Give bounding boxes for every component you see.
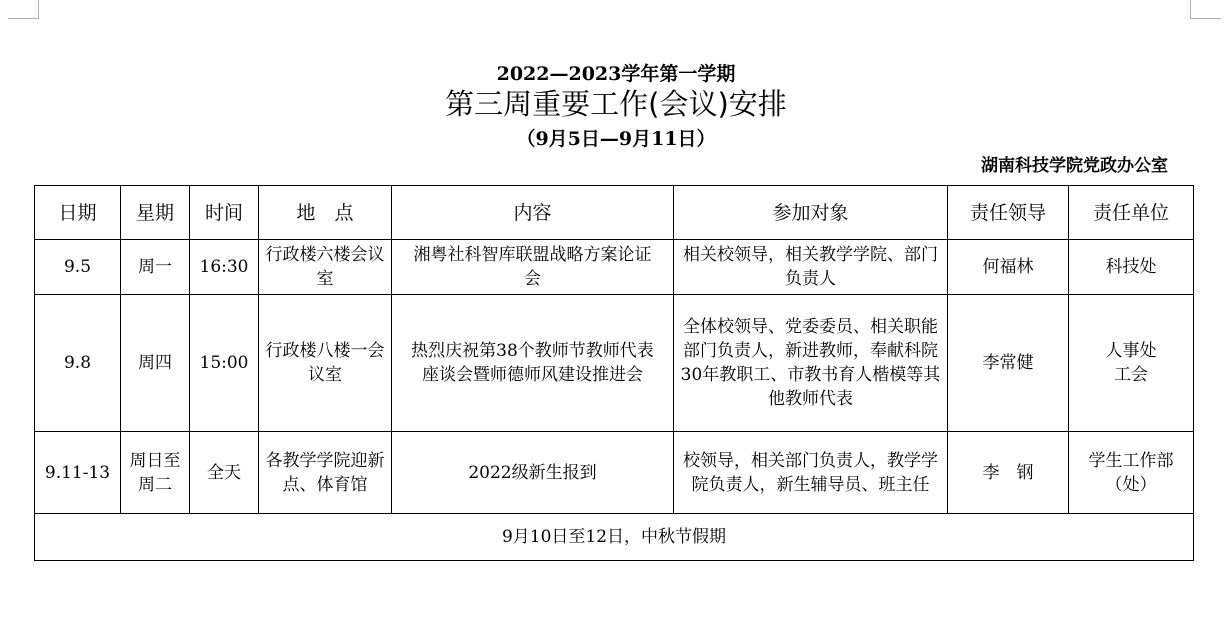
table-row — [35, 240, 1194, 295]
cell-unit: 学生工作部（处） — [1069, 432, 1194, 514]
cell-time: 16:30 — [190, 240, 259, 295]
table-header-row — [35, 186, 1194, 240]
cell-weekday: 周日至周二 — [121, 432, 190, 514]
cell-location: 行政楼八楼一会议室 — [259, 295, 392, 432]
cell-time: 全天 — [190, 432, 259, 514]
cell-date: 9.8 — [35, 295, 121, 432]
schedule-table — [34, 185, 1194, 561]
column-header-location: 地 点 — [259, 186, 392, 240]
cell-date: 9.11-13 — [35, 432, 121, 514]
cell-participants: 相关校领导，相关教学学院、部门负责人 — [674, 240, 948, 295]
cell-weekday: 周四 — [121, 295, 190, 432]
cell-participants: 校领导，相关部门负责人，教学学院负责人，新生辅导员、班主任 — [674, 432, 948, 514]
cell-unit: 人事处 工会 — [1069, 295, 1194, 432]
semester-title: 2022—2023学年第一学期 — [496, 63, 736, 85]
cell-content: 2022级新生报到 — [392, 432, 674, 514]
column-header-leader: 责任领导 — [948, 186, 1069, 240]
cell-unit: 科技处 — [1069, 240, 1194, 295]
page-corner-mark-right — [1190, 0, 1221, 19]
cell-leader: 何福林 — [948, 240, 1069, 295]
column-header-unit: 责任单位 — [1069, 186, 1194, 240]
page-corner-mark-left — [8, 0, 39, 19]
issuing-office: 湖南科技学院党政办公室 — [981, 156, 1168, 176]
cell-leader: 李 钢 — [948, 432, 1069, 514]
cell-time: 15:00 — [190, 295, 259, 432]
cell-weekday: 周一 — [121, 240, 190, 295]
table-row — [35, 432, 1194, 514]
cell-date: 9.5 — [35, 240, 121, 295]
holiday-note-row — [35, 514, 1194, 561]
column-header-time: 时间 — [190, 186, 259, 240]
schedule-title: 第三周重要工作(会议)安排 — [445, 87, 787, 121]
column-header-participants: 参加对象 — [674, 186, 948, 240]
cell-location: 行政楼六楼会议室 — [259, 240, 392, 295]
cell-leader: 李常健 — [948, 295, 1069, 432]
cell-content: 湘粤社科智库联盟战略方案论证会 — [392, 240, 674, 295]
holiday-note: 9月10日至12日，中秋节假期 — [35, 514, 1194, 561]
column-header-date: 日期 — [35, 186, 121, 240]
column-header-weekday: 星期 — [121, 186, 190, 240]
date-range: （9月5日—9月11日） — [516, 128, 716, 150]
cell-location: 各教学学院迎新点、体育馆 — [259, 432, 392, 514]
cell-participants: 全体校领导、党委委员、相关职能部门负责人，新进教师，奉献科院30年教职工、市教书育人楷模等其他教师代表 — [674, 295, 948, 432]
column-header-content: 内容 — [392, 186, 674, 240]
table-row — [35, 295, 1194, 432]
cell-content: 热烈庆祝第38个教师节教师代表座谈会暨师德师风建设推进会 — [392, 295, 674, 432]
